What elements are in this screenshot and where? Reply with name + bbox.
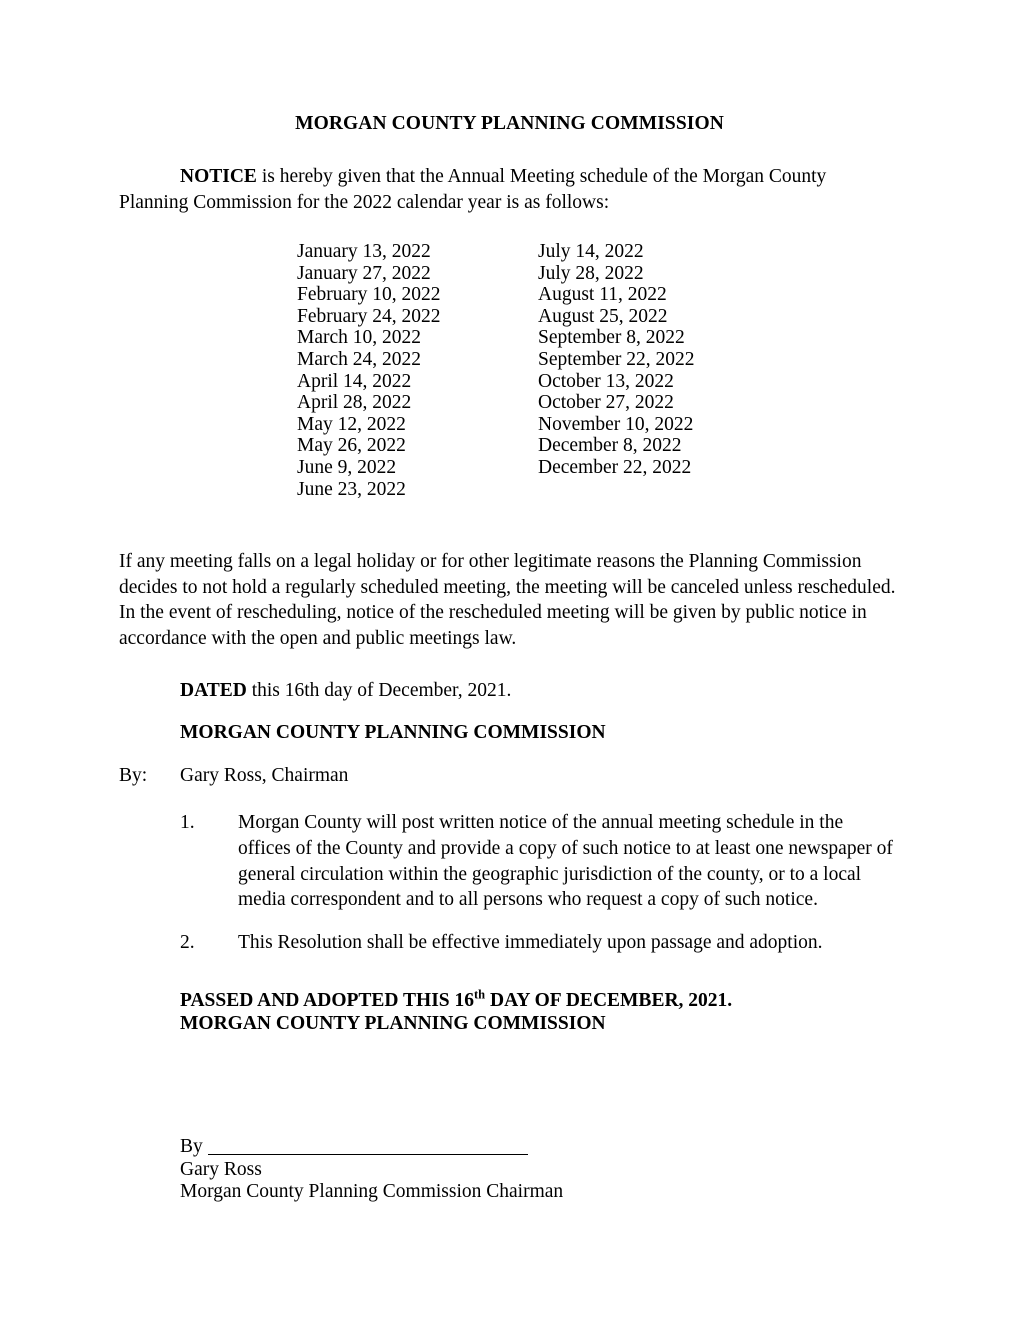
by-value: Gary Ross, Chairman <box>180 765 349 787</box>
meeting-date: July 28, 2022 <box>538 262 644 284</box>
meeting-date: February 10, 2022 <box>297 284 441 306</box>
signature-line <box>208 1154 528 1155</box>
meeting-date: November 10, 2022 <box>538 413 694 435</box>
schedule-column-second-half <box>538 241 695 479</box>
dated-lead-word: DATED <box>180 680 247 702</box>
resolution-items-list <box>119 788 900 972</box>
meeting-schedule <box>119 241 900 523</box>
section-spacer <box>119 523 900 549</box>
passed-suffix: DAY OF DECEMBER, 2021. <box>485 990 733 1012</box>
list-item-marker: 1. <box>180 812 195 834</box>
signature-block <box>119 1035 900 1204</box>
meeting-date: June 9, 2022 <box>297 456 397 478</box>
schedule-column-first-half <box>297 241 441 500</box>
passed-and-adopted-block <box>119 972 900 1035</box>
list-item-text: Morgan County will post written notice of the annual meeting schedule in the offices of the County and provide a copy of such notice to at least one newspaper of general circulation within the geographic jurisdiction of the county, or to a local media correspondent and to all persons who request a copy of such notice. <box>238 812 893 911</box>
meeting-date: January 13, 2022 <box>297 241 431 262</box>
meeting-date: July 14, 2022 <box>538 241 644 262</box>
dated-value: this 16th day of December, 2021. <box>246 680 512 702</box>
meeting-date: August 25, 2022 <box>538 305 668 327</box>
dated-line <box>119 651 900 703</box>
signature-role: Morgan County Planning Commission Chairman <box>180 1181 564 1203</box>
meeting-date: August 11, 2022 <box>538 284 667 306</box>
intro-paragraph <box>119 135 900 215</box>
page-title: MORGAN COUNTY PLANNING COMMISSION <box>295 113 724 134</box>
passed-and-adopted-line <box>180 987 900 1013</box>
meeting-date: October 13, 2022 <box>538 370 674 392</box>
meeting-date: April 14, 2022 <box>297 370 412 392</box>
meeting-date: March 24, 2022 <box>297 348 422 370</box>
organization-heading: MORGAN COUNTY PLANNING COMMISSION <box>180 722 606 744</box>
list-item-text: This Resolution shall be effective immediately upon passage and adoption. <box>238 931 823 953</box>
signature-name: Gary Ross <box>180 1158 262 1180</box>
meeting-date: May 12, 2022 <box>297 413 406 435</box>
signature-by-row <box>180 1136 900 1159</box>
meeting-date: December 22, 2022 <box>538 456 692 478</box>
meeting-date: December 8, 2022 <box>538 435 682 457</box>
meeting-date: January 27, 2022 <box>297 262 431 284</box>
ordinal-suffix: th <box>474 987 486 1002</box>
meeting-date: February 24, 2022 <box>297 305 441 327</box>
list-item-marker: 2. <box>180 931 195 953</box>
meeting-date: September 22, 2022 <box>538 348 695 370</box>
meeting-date: June 23, 2022 <box>297 478 406 500</box>
meeting-date: March 10, 2022 <box>297 327 422 349</box>
meeting-date: October 27, 2022 <box>538 392 674 414</box>
by-line <box>119 745 900 788</box>
intro-body-text: is hereby given that the Annual Meeting schedule of the Morgan County Planning Commission for the 2022 calendar year is as follows: <box>119 166 827 213</box>
passed-prefix: PASSED AND ADOPTED THIS 16 <box>180 990 475 1012</box>
by-label: By: <box>119 765 148 787</box>
holiday-rescheduling-paragraph: If any meeting falls on a legal holiday or for other legitimate reasons the Planning Commission decides to not hold a regularly scheduled meeting, the meeting will be canceled unless rescheduled. In the event of rescheduling, notice of the rescheduled meeting will be given by public notice in accordance with the open and public meetings law. <box>119 551 896 649</box>
list-item <box>119 930 900 973</box>
document-content <box>119 112 900 1204</box>
list-item <box>119 810 900 929</box>
meeting-date: September 8, 2022 <box>538 327 685 349</box>
meeting-date: May 26, 2022 <box>297 435 406 457</box>
meeting-date: April 28, 2022 <box>297 392 412 414</box>
signature-by-label: By <box>180 1136 203 1158</box>
intro-lead-word: NOTICE <box>180 166 257 187</box>
passed-organization-line: MORGAN COUNTY PLANNING COMMISSION <box>180 1012 606 1034</box>
